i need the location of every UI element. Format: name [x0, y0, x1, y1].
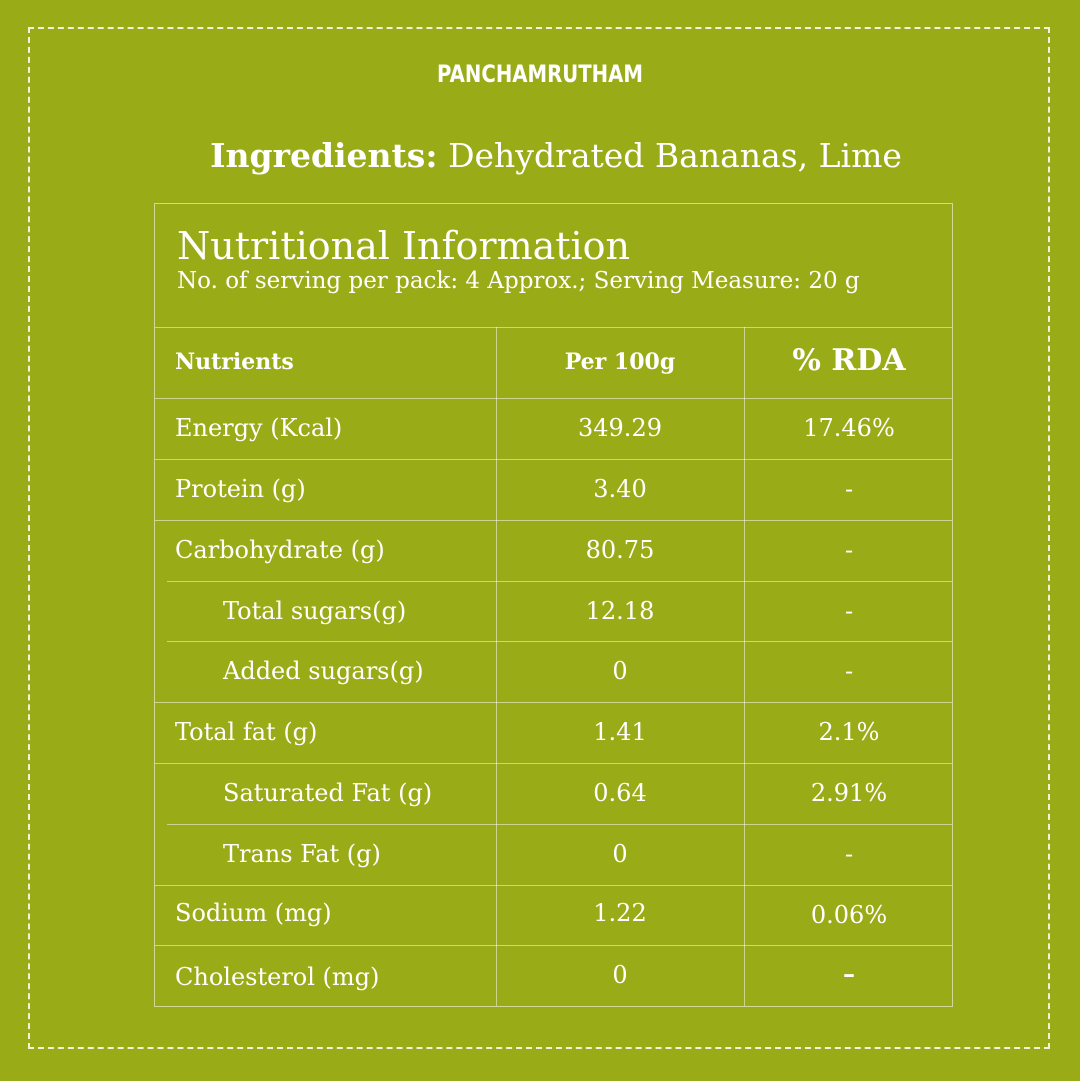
- nutrient-name: Energy (Kcal): [175, 414, 343, 442]
- nutrient-rda: -: [844, 840, 854, 868]
- nutrient-name: Sodium (mg): [175, 899, 332, 927]
- ingredients-label: Ingredients:: [210, 136, 438, 175]
- nutrient-value: 12.18: [585, 597, 655, 625]
- nutrient-name: Saturated Fat (g): [223, 779, 433, 807]
- nutrient-rda: 17.46%: [803, 414, 895, 442]
- brand-name: PANCHAMRUTHAM: [437, 60, 643, 88]
- nutrient-name: Carbohydrate (g): [175, 536, 385, 564]
- nutrient-value: 0: [612, 840, 628, 868]
- nutrient-value: 0.64: [593, 779, 647, 807]
- serving-info: No. of serving per pack: 4 Approx.; Serving Measure: 20 g: [177, 268, 860, 294]
- divider: [155, 327, 952, 328]
- nutrient-rda: -: [844, 657, 854, 685]
- nutrient-rda: 2.91%: [810, 779, 888, 807]
- nutrient-rda: -: [844, 597, 854, 625]
- nutrient-value: 0: [612, 657, 628, 685]
- nutrient-value: 349.29: [578, 414, 662, 442]
- nutrient-rda: 2.1%: [818, 718, 880, 746]
- header-rda: % RDA: [792, 343, 906, 378]
- nutrient-name: Cholesterol (mg): [175, 963, 380, 991]
- nutrient-value: 80.75: [585, 536, 655, 564]
- ingredients-line: [0, 136, 1080, 175]
- nutrient-rda: 0.06%: [810, 901, 888, 929]
- nutrient-rda: -: [844, 536, 854, 564]
- nutrient-value: 0: [612, 961, 628, 989]
- nutrient-name: Total sugars(g): [223, 597, 407, 625]
- nutrition-panel: [154, 203, 953, 1007]
- nutrient-value: 1.41: [593, 718, 647, 746]
- nutrient-value: 1.22: [593, 899, 647, 927]
- header-per-100g: Per 100g: [564, 349, 676, 375]
- header-nutrients: Nutrients: [175, 349, 294, 375]
- nutrient-rda: -: [844, 475, 854, 503]
- nutrient-name: Trans Fat (g): [223, 840, 381, 868]
- nutrient-name: Protein (g): [175, 475, 306, 503]
- nutrient-value: 3.40: [593, 475, 647, 503]
- nutrition-title: Nutritional Information: [177, 224, 631, 268]
- nutrient-name: Added sugars(g): [223, 657, 424, 685]
- nutrient-rda: –: [843, 959, 855, 988]
- nutrient-name: Total fat (g): [175, 718, 318, 746]
- ingredients-value: Dehydrated Bananas, Lime: [448, 136, 902, 175]
